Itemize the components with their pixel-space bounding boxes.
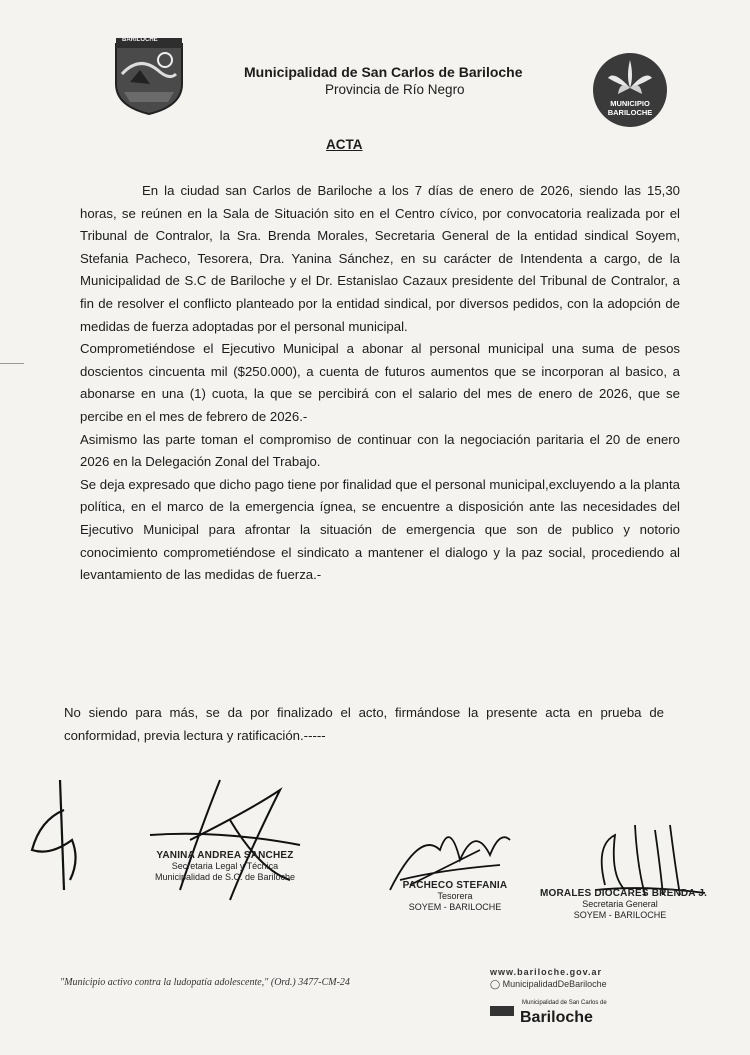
instagram-icon: ◯ [490,979,501,989]
signatory-role: Tesorera [437,891,473,901]
footer-motto: "Municipio activo contra la ludopatía adolescente," (Ord.) 3477-CM-24 [60,977,350,988]
municipio-logo-icon [590,50,670,130]
signature-block-sanchez [140,850,310,883]
margin-mark [0,363,24,364]
footer-logo-mark-icon [490,1006,514,1016]
footer-contact [490,966,607,990]
footer-social-handle: MunicipalidadDeBariloche [502,979,607,989]
logo-text-line1: MUNICIPIO [610,99,650,108]
document-body [80,180,680,587]
municipal-crest-icon [110,34,188,116]
signatory-org: SOYEM - BARILOCHE [408,902,502,912]
logo-text-line2: BARILOCHE [607,108,653,117]
signatory-name: MORALES DIOCARES BRENDA J. [540,888,708,899]
page-subtitle: Provincia de Río Negro [325,82,465,97]
signatory-name: PACHECO STEFANIA [402,880,508,891]
footer-logo-small: Municipalidad de San Carlos de [522,1000,607,1006]
paragraph-4: Se deja expresado que dicho pago tiene por finalidad que el personal municipal,excluyendo a la planta política, en el marco de la emergencia ígnea, se encuentre a disposición ante las necesidades del Ejecutivo Municipal para afrontar la situación de emergencia que son de publico y notorio conocimiento comprometiéndose el sindicato a mantener el dialogo y la paz social, procediendo al levantamiento de las medidas de fuerza.- [80,476,680,583]
signatory-name: YANINA ANDREA SANCHEZ [156,850,294,861]
footer-logo-big: Bariloche [520,1009,593,1022]
signature-sanchez [130,770,310,910]
signature-block-morales [540,888,708,921]
footer-logo [490,1000,610,1030]
crest-label: BARILOCHE [122,37,158,43]
signature-scribble-left [20,770,120,900]
signatory-role: Secretaria Legal y Técnica [171,861,279,871]
page-title: Municipalidad de San Carlos de Bariloche [244,64,523,80]
signatory-org: Municipalidad de S.C. de Bariloche [154,872,296,882]
paragraph-1: En la ciudad san Carlos de Bariloche a los 7 días de enero de 2026, siendo las 15,30 horas, se reúnen en la Sala de Situación sito en el Centro cívico, por convocatoria realizada por el Tribunal de Contralor, la Sra. Brenda Morales, Secretaria General de la entidad sindical Soyem, Stefania Pacheco, Tesorera, Dra. Yanina Sánchez, en su carácter de Intendenta a cargo, de la Municipalidad de S.C de Bariloche y el Dr. Estanislao Cazaux presidente del Tribunal de Contralor, a fin de resolver el conflicto planteado por la entidad sindical, por diversos pedidos, con la adopción de medidas de fuerza adoptadas por el personal municipal. [80,183,680,334]
closing-paragraph: No siendo para más, se da por finalizado el acto, firmándose la presente acta en prueba de conformidad, previa lectura y ratificación.----- [64,705,664,743]
closing-statement [64,702,664,747]
signatory-role: Secretaria General [582,899,658,909]
paragraph-2: Comprometiéndose el Ejecutivo Municipal a abonar al personal municipal una suma de pesos doscientos cincuenta mil ($250.000), a cuenta de futuros aumentos que se incorporan al basico, a abonarse en una (1) cuota, la que se percibirá con el salario del mes de enero de 2026, que se percibe en el mes de febrero de 2026.- [80,341,680,424]
footer-social [490,978,607,990]
signature-block-pacheco [380,880,530,913]
footer-website: www.bariloche.gov.ar [490,967,603,977]
paragraph-3: Asimismo las parte toman el compromiso de continuar con la negociación paritaria el 20 de enero 2026 en la Delegación Zonal del Trabajo. [80,431,680,470]
signatory-org: SOYEM - BARILOCHE [573,910,667,920]
document-heading: ACTA [326,137,363,152]
